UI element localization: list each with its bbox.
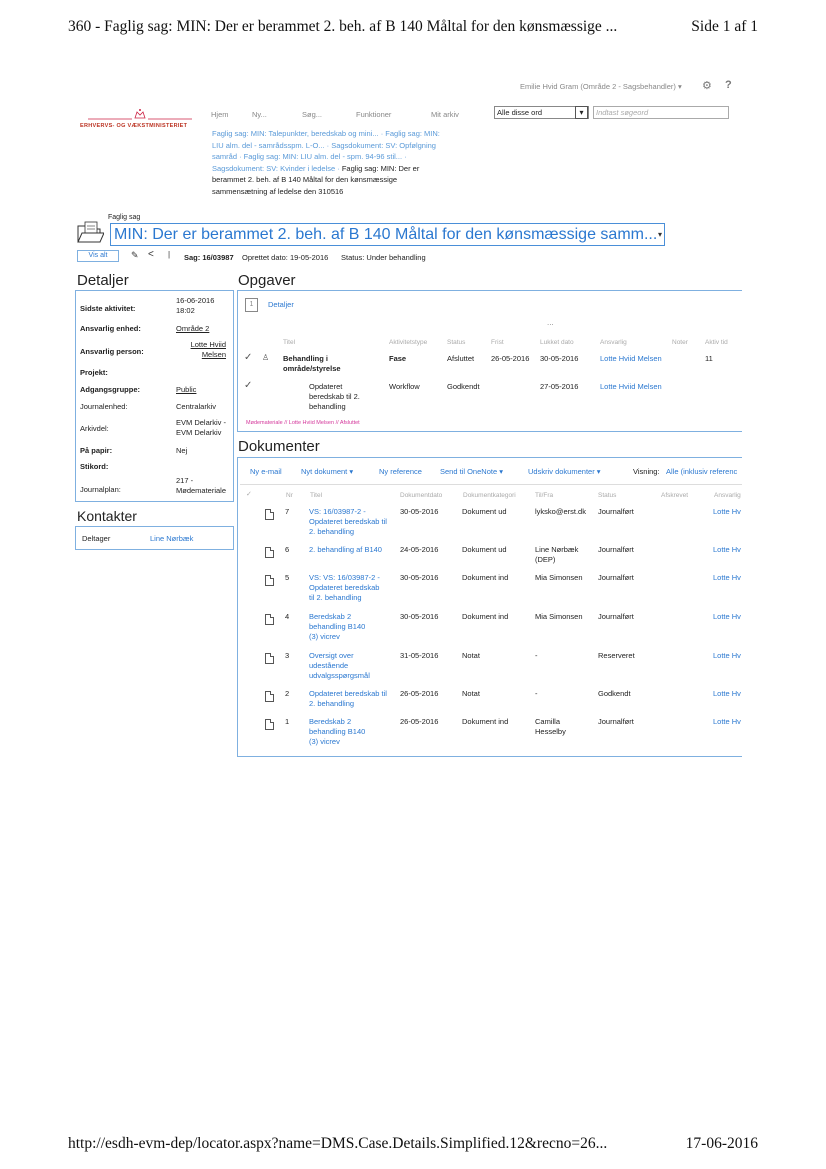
doc-to-from: Line Nørbæk (DEP) xyxy=(535,545,579,564)
task-active-time: 11 xyxy=(705,354,713,363)
detail-label-paper: På papir: xyxy=(80,446,113,455)
contacts-title: Kontakter xyxy=(77,508,137,524)
search-scope-value: Alle disse ord xyxy=(497,108,543,117)
chevron-down-icon[interactable]: ▾ xyxy=(575,106,588,119)
task-footer-note: Mødemateriale // Lotte Hviid Melsen // Afsluttet xyxy=(246,420,360,426)
doc-number: 1 xyxy=(285,717,290,726)
detail-label-access: Adgangsgruppe: xyxy=(80,385,140,394)
doc-date: 31-05-2016 xyxy=(400,651,439,660)
detail-value-unit[interactable]: Område 2 xyxy=(176,324,210,333)
doc-number: 4 xyxy=(285,612,290,621)
breadcrumb-line-3[interactable]: samråd · Faglig sag: MIN: LIU alm. del - spm. 94-96 stil... · xyxy=(212,152,407,161)
task-tab-details[interactable]: Detaljer xyxy=(268,300,294,309)
doc-number: 6 xyxy=(285,545,290,554)
detail-label-journal-unit: Journalenhed: xyxy=(80,402,128,411)
doc-status: Reserveret xyxy=(598,651,635,660)
doc-status: Journalført xyxy=(598,717,634,726)
breadcrumb-current-3: sammensætning af ledelse den 310516 xyxy=(212,186,344,196)
print-title: 360 - Faglig sag: MIN: Der er berammet 2. beh. af B 140 Måltal for den kønsmæssige ... xyxy=(68,18,618,35)
gear-icon[interactable]: ⚙ xyxy=(702,80,712,92)
contact-name[interactable]: Line Nørbæk xyxy=(150,534,194,543)
doc-date: 30-05-2016 xyxy=(400,612,439,621)
doc-title[interactable]: Opdateret beredskab til 2. behandling xyxy=(309,689,387,708)
task-status: Godkendt xyxy=(447,382,480,391)
detail-value-last-activity: 16-06-2016 18:02 xyxy=(176,296,215,315)
task-col-responsible[interactable]: Ansvarlig xyxy=(600,339,627,346)
task-col-active-time[interactable]: Aktiv tid xyxy=(705,339,728,346)
breadcrumb-current-2: berammet 2. beh. af B 140 Måltal for den kønsmæssige xyxy=(212,175,398,184)
person-icon: ♙ xyxy=(262,353,270,362)
doc-date: 24-05-2016 xyxy=(400,545,439,554)
new-email-button[interactable]: Ny e-mail xyxy=(250,467,282,476)
nav-new[interactable]: Ny... xyxy=(252,110,267,119)
doc-col-date[interactable]: Dokumentdato xyxy=(400,492,443,499)
task-title[interactable]: Opdateret beredskab til 2. behandling xyxy=(309,382,360,411)
pin-icon[interactable]: ✎ xyxy=(131,250,139,260)
doc-category: Dokument ind xyxy=(462,612,509,621)
show-all-button[interactable]: Vis alt xyxy=(77,250,119,262)
user-menu[interactable]: Emilie Hvid Gram (Område 2 - Sagsbehandler) ▾ xyxy=(520,82,682,91)
view-select[interactable]: Alle (inklusiv referenc xyxy=(666,467,738,476)
doc-responsible[interactable]: Lotte Hv xyxy=(713,612,741,621)
document-icon xyxy=(265,614,274,625)
doc-to-from: - xyxy=(535,689,538,698)
doc-status: Journalført xyxy=(598,545,634,554)
document-icon xyxy=(265,719,274,730)
doc-title[interactable]: 2. behandling af B140 xyxy=(309,545,382,554)
doc-date: 30-05-2016 xyxy=(400,507,439,516)
nav-functions[interactable]: Funktioner xyxy=(356,110,392,119)
doc-number: 2 xyxy=(285,689,290,698)
task-closed: 30-05-2016 xyxy=(540,354,579,363)
breadcrumb xyxy=(212,128,512,197)
document-icon xyxy=(265,547,274,558)
new-document-button[interactable]: Nyt dokument ▾ xyxy=(301,467,354,476)
doc-col-responsible[interactable]: Ansvarlig xyxy=(714,492,741,499)
task-type: Fase xyxy=(389,354,407,363)
print-page-number: Side 1 af 1 xyxy=(691,18,758,35)
doc-number: 3 xyxy=(285,651,290,660)
doc-status: Journalført xyxy=(598,507,634,516)
nav-search[interactable]: Søg... xyxy=(302,110,323,119)
documents-title: Dokumenter xyxy=(238,438,320,455)
doc-col-title[interactable]: Titel xyxy=(310,492,323,499)
task-col-closed[interactable]: Lukket dato xyxy=(540,339,574,346)
doc-status: Journalført xyxy=(598,573,634,582)
doc-col-to-from[interactable]: Til/Fra xyxy=(535,492,554,499)
more-icon[interactable]: ... xyxy=(547,318,554,327)
document-icon xyxy=(265,575,274,586)
chevron-down-icon: ▾ xyxy=(657,230,662,239)
doc-category: Notat xyxy=(462,689,480,698)
doc-to-from: lyksko@erst.dk xyxy=(535,507,586,516)
doc-title[interactable]: Oversigt over udestående udvalgsspørgsmål xyxy=(309,651,370,680)
check-icon[interactable]: ✓ xyxy=(246,491,252,498)
print-documents-button[interactable]: Udskriv dokumenter ▾ xyxy=(528,467,601,476)
detail-value-person[interactable]: Lotte Hviid Melsen xyxy=(190,340,226,359)
doc-title[interactable]: VS: 16/03987-2 - Opdateret beredskab til 2. behandling xyxy=(309,507,387,536)
task-col-type[interactable]: Aktivitetstype xyxy=(389,339,428,346)
task-type: Workflow xyxy=(389,382,420,391)
new-reference-button[interactable]: Ny reference xyxy=(379,467,422,476)
detail-value-journal-unit: Centralarkiv xyxy=(176,402,217,411)
doc-responsible[interactable]: Lotte Hv xyxy=(713,507,741,516)
doc-title[interactable]: VS: VS: 16/03987-2 - Opdateret beredskab til 2. behandling xyxy=(309,573,380,602)
help-icon[interactable]: ? xyxy=(725,79,732,91)
detail-label-person: Ansvarlig person: xyxy=(80,347,144,356)
detail-value-journal-plan: 217 - Mødemateriale xyxy=(176,476,227,495)
search-placeholder: Indtast søgeord xyxy=(596,108,649,117)
doc-category: Dokument ud xyxy=(462,507,507,516)
case-created: Oprettet dato: 19-05-2016 xyxy=(242,253,329,262)
folder-icon xyxy=(76,220,104,244)
doc-title[interactable]: Beredskab 2 behandling B140 (3) vicrev xyxy=(309,717,366,746)
task-col-deadline[interactable]: Frist xyxy=(491,339,504,346)
detail-label-keywords: Stikord: xyxy=(80,462,109,471)
case-title-select[interactable] xyxy=(110,223,665,246)
search-input[interactable] xyxy=(593,106,729,119)
doc-to-from: - xyxy=(535,651,538,660)
breadcrumb-line-1[interactable]: Faglig sag: MIN: Talepunkter, beredskab og mini... · Faglig sag: MIN: xyxy=(212,129,440,138)
task-col-status[interactable]: Status xyxy=(447,339,466,346)
case-status: Status: Under behandling xyxy=(341,253,426,262)
doc-number: 5 xyxy=(285,573,290,582)
detail-value-access[interactable]: Public xyxy=(176,385,197,394)
detail-label-last-activity: Sidste aktivitet: xyxy=(80,304,136,313)
task-tab-number[interactable]: 1 xyxy=(245,298,258,312)
doc-number: 7 xyxy=(285,507,290,516)
doc-to-from: Mia Simonsen xyxy=(535,573,583,582)
doc-status: Godkendt xyxy=(598,689,631,698)
detail-label-unit: Ansvarlig enhed: xyxy=(80,324,141,333)
detail-value-paper: Nej xyxy=(176,446,188,455)
doc-responsible[interactable]: Lotte Hv xyxy=(713,545,741,554)
doc-status: Journalført xyxy=(598,612,634,621)
doc-date: 26-05-2016 xyxy=(400,689,439,698)
task-status: Afsluttet xyxy=(447,354,475,363)
doc-responsible[interactable]: Lotte Hv xyxy=(713,717,741,726)
task-col-title[interactable]: Titel xyxy=(283,339,296,346)
detail-label-journal-plan: Journalplan: xyxy=(80,485,121,494)
print-date: 17-06-2016 xyxy=(685,1135,758,1152)
doc-col-category[interactable]: Dokumentkategori xyxy=(463,492,516,499)
document-icon xyxy=(265,653,274,664)
breadcrumb-current: Faglig sag: MIN: Der er xyxy=(341,163,420,173)
details-title: Detaljer xyxy=(77,272,129,289)
breadcrumb-line-4[interactable]: Sagsdokument: SV: Kvinder i ledelse · xyxy=(212,163,340,173)
doc-to-from: Mia Simonsen xyxy=(535,612,583,621)
task-deadline: 26-05-2016 xyxy=(491,354,530,363)
doc-col-written-off[interactable]: Afskrevet xyxy=(661,492,689,499)
doc-category: Notat xyxy=(462,651,480,660)
task-responsible[interactable]: Lotte Hviid Melsen xyxy=(600,382,662,391)
detail-label-project: Projekt: xyxy=(80,368,108,377)
doc-col-status[interactable]: Status xyxy=(598,492,617,499)
detail-value-archive: EVM Delarkiv - EVM Delarkiv xyxy=(176,418,227,437)
nav-my-archive[interactable]: Mit arkiv xyxy=(431,110,459,119)
doc-responsible[interactable]: Lotte Hv xyxy=(713,573,741,582)
print-url: http://esdh-evm-dep/locator.aspx?name=DMS.Case.Details.Simplified.12&recno=26... xyxy=(68,1135,608,1152)
send-to-onenote-button[interactable]: Send til OneNote ▾ xyxy=(440,467,503,476)
doc-responsible[interactable]: Lotte Hv xyxy=(713,651,741,660)
task-closed: 27-05-2016 xyxy=(540,382,579,391)
doc-category: Dokument ud xyxy=(462,545,507,554)
doc-date: 26-05-2016 xyxy=(400,717,439,726)
print-header xyxy=(68,18,758,36)
case-title: MIN: Der er berammet 2. beh. af B 140 Måltal for den kønsmæssige samm... xyxy=(114,226,658,243)
doc-to-from: Camilla Hesselby xyxy=(535,717,566,736)
logo-text: ERHVERVS- OG VÆKSTMINISTERIET xyxy=(80,123,188,129)
task-col-notes[interactable]: Noter xyxy=(672,339,688,346)
contact-role: Deltager xyxy=(82,534,111,543)
check-icon: ✓ xyxy=(244,380,253,391)
view-label: Visning: xyxy=(633,467,660,476)
breadcrumb-line-2[interactable]: LIU alm. del - samrådsspm. L-O... · Sagsdokument: SV: Opfølgning xyxy=(212,140,436,150)
case-type-label: Faglig sag xyxy=(108,214,141,221)
print-footer xyxy=(68,1135,758,1153)
task-title[interactable]: Behandling i område/styrelse xyxy=(283,354,341,373)
tasks-title: Opgaver xyxy=(238,272,296,289)
nav-home[interactable]: Hjem xyxy=(211,110,229,119)
doc-category: Dokument ind xyxy=(462,573,509,582)
doc-date: 30-05-2016 xyxy=(400,573,439,582)
doc-title[interactable]: Beredskab 2 behandling B140 (3) vicrev xyxy=(309,612,366,641)
task-responsible[interactable]: Lotte Hviid Melsen xyxy=(600,354,662,363)
case-number: Sag: 16/03987 xyxy=(184,253,234,262)
search-scope-select[interactable] xyxy=(494,106,589,119)
doc-col-number[interactable]: Nr xyxy=(286,492,293,499)
document-icon xyxy=(265,691,274,702)
doc-category: Dokument ind xyxy=(462,717,509,726)
doc-responsible[interactable]: Lotte Hv xyxy=(713,689,741,698)
document-icon xyxy=(265,509,274,520)
ministry-logo xyxy=(80,106,200,132)
divider: | xyxy=(168,250,171,259)
check-icon: ✓ xyxy=(244,352,253,363)
detail-label-archive: Arkivdel: xyxy=(80,424,109,433)
share-icon[interactable]: < xyxy=(148,249,154,260)
